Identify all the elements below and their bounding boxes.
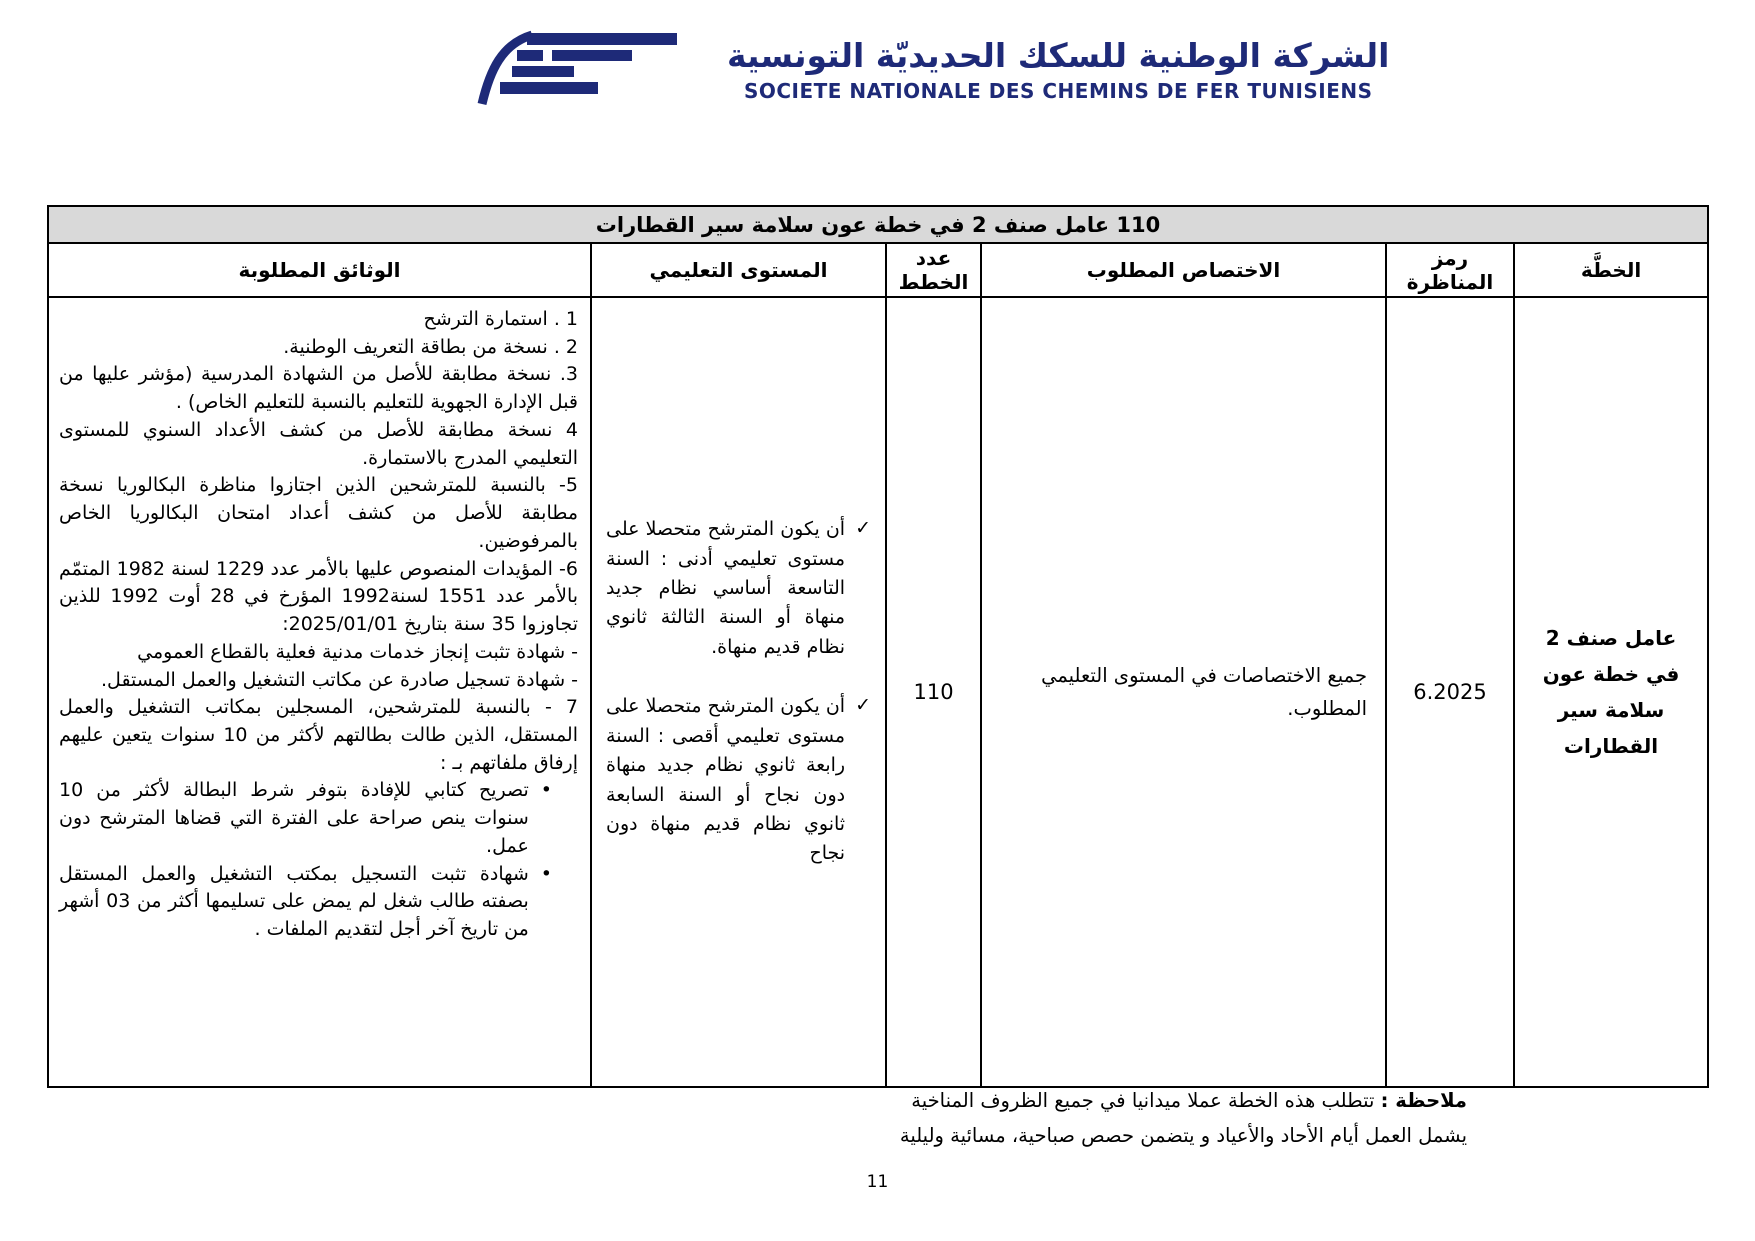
- document-text: 2 . نسخة من بطاقة التعريف الوطنية.: [283, 335, 579, 358]
- specialty-cell: جميع الاختصاصات في المستوى التعليمي المطلوب.: [981, 297, 1386, 1087]
- table-title-row: [48, 206, 1708, 243]
- positions-count-cell: 110: [886, 297, 981, 1087]
- train-logo-icon: [470, 28, 685, 108]
- page-number: 11: [866, 1172, 889, 1192]
- column-header-exam-code: رمز المناظرة: [1386, 243, 1514, 297]
- column-header-specialty: الاختصاص المطلوب: [981, 243, 1386, 297]
- document-text: 6- المؤيدات المنصوص عليها بالأمر عدد 1229 لسنة 1982 المتمّم بالأمر عدد 1551 لسنة1992 المؤرخ في 28 أوت 1992 للذين تجاوزوا 35 سنة بتاريخ 2025/01/01:: [59, 557, 579, 636]
- brand-name-french: SOCIETE NATIONALE DES CHEMINS DE FER TUNISIENS: [743, 78, 1373, 103]
- education-level-item: [606, 692, 871, 869]
- required-documents-cell: [48, 297, 591, 1087]
- education-level-cell: [591, 297, 886, 1087]
- footnote-line-1: [707, 1083, 1467, 1118]
- bullet-icon: •: [540, 779, 553, 802]
- document-item: [59, 861, 578, 944]
- document-text: 3. نسخة مطابقة للأصل من الشهادة المدرسية (مؤشر عليها من قبل الإدارة الجهوية للتعليم بالنسبة للتعليم الخاص) .: [59, 363, 579, 414]
- document-text: 5- بالنسبة للمترشحين الذين اجتازوا مناظرة البكالوريا نسخة مطابقة للأصل من كشف أعداد امتحان البكالوريا الخاص بالمرفوضين.: [59, 474, 579, 552]
- column-header-positions-count: عدد الخطط: [886, 243, 981, 297]
- column-header-required-documents: الوثائق المطلوبة: [48, 243, 591, 297]
- document-item: [59, 694, 578, 777]
- document-text: 1 . استمارة الترشح: [423, 308, 579, 330]
- job-offer-table: [47, 205, 1709, 1088]
- document-item: [59, 777, 578, 860]
- column-header-plan: الخطَّة: [1514, 243, 1708, 297]
- plan-cell: عامل صنف 2 في خطة عون سلامة سير القطارات: [1514, 297, 1708, 1087]
- document-text: 7 - بالنسبة للمترشحين، المسجلين بمكاتب التشغيل والعمل المستقل، الذين طالت بطالتهم لأكثر من 10 سنوات يتعين عليهم إرفاق ملفاتهم بـ :: [59, 696, 579, 774]
- document-text: 4 نسخة مطابقة للأصل من كشف الأعداد السنوي للمستوى التعليمي المدرج بالاستمارة.: [59, 418, 579, 469]
- sncft-logo: [470, 28, 685, 112]
- footnote-line-2: يشمل العمل أيام الأحاد والأعياد و يتضمن حصص صباحية، مسائية وليلية: [899, 1124, 1467, 1148]
- document-item: [59, 556, 578, 639]
- document-item: [59, 306, 578, 334]
- table-header-row: [48, 243, 1708, 297]
- document-item: [59, 639, 578, 667]
- education-level-list: [606, 515, 871, 869]
- footnote-label: ملاحظة :: [1380, 1089, 1467, 1112]
- education-level-item: [606, 515, 871, 662]
- exam-code-cell: 6.2025: [1386, 297, 1514, 1087]
- document-item: [59, 334, 578, 362]
- brand-header: [470, 28, 1390, 112]
- brand-name-arabic: الشركة الوطنية للسكك الحديديّة التونسية: [727, 36, 1390, 76]
- document-text: - شهادة تسجيل صادرة عن مكاتب التشغيل والعمل المستقل.: [101, 668, 579, 691]
- education-level-text: أن يكون المترشح متحصلا على مستوى تعليمي أدنى : السنة التاسعة أساسي نظام جديد منهاة أو السنة الثالثة ثانوي نظام قديم منهاة.: [606, 518, 846, 658]
- education-level-text: أن يكون المترشح متحصلا على مستوى تعليمي أقصى : السنة رابعة ثانوي نظام جديد منهاة دون نجاح أو السنة السابعة ثانوي نظام قديم منهاة دون نجاح: [606, 695, 846, 865]
- document-item: [59, 472, 578, 555]
- required-documents-list: [59, 306, 578, 944]
- document-item: [59, 667, 578, 695]
- check-icon: ✓: [855, 517, 872, 540]
- check-icon: ✓: [855, 694, 872, 717]
- column-header-education-level: المستوى التعليمي: [591, 243, 886, 297]
- document-text: - شهادة تثبت إنجاز خدمات مدنية فعلية بالقطاع العمومي: [137, 640, 579, 663]
- document-text: شهادة تثبت التسجيل بمكتب التشغيل والعمل المستقل بصفته طالب شغل لم يمض على تسليمها أكثر من 03 أشهر من تاريخ آخر أجل لتقديم الملفات .: [59, 862, 529, 941]
- document-item: [59, 417, 578, 472]
- footnote: [707, 1083, 1467, 1153]
- bullet-icon: •: [540, 862, 553, 885]
- document-item: [59, 361, 578, 416]
- brand-text: [727, 37, 1389, 103]
- table-title: 110 عامل صنف 2 في خطة عون سلامة سير القطارات: [48, 206, 1708, 243]
- document-text: تصريح كتابي للإفادة بتوفر شرط البطالة لأكثر من 10 سنوات ينص صراحة على الفترة التي قضاها المترشح دون عمل.: [59, 779, 529, 857]
- table-row: [48, 297, 1708, 1087]
- footnote-text-1: تتطلب هذه الخطة عملا ميدانيا في جميع الظروف المناخية: [911, 1089, 1375, 1112]
